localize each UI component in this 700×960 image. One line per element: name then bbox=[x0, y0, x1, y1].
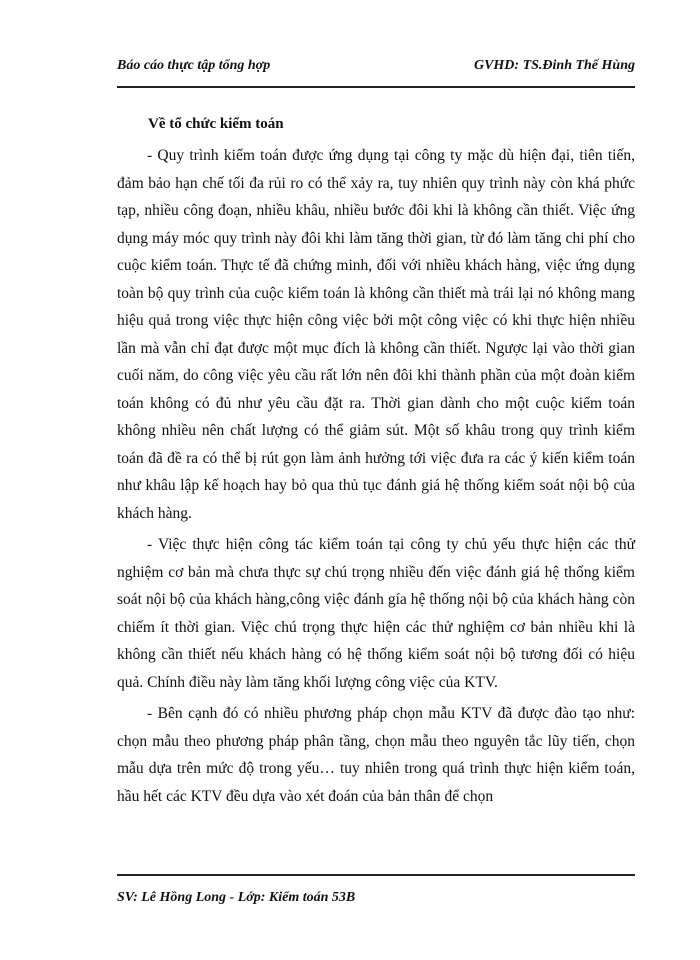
footer-divider bbox=[117, 874, 635, 876]
paragraph: - Việc thực hiện công tác kiểm toán tại công ty chủ yếu thực hiện các thử nghiệm cơ bản mà chưa thực sự chú trọng nhiều đến việc đánh giá hệ thống kiểm soát nội bộ của khách hàng,công việc đánh gía hệ thống nội bộ của khách hàng còn chiếm ít thời gian. Việc chú trọng thực hiện các thử nghiệm cơ bản nhiều khi là không cần thiết nếu khách hàng có hệ thống kiểm soát nội bộ tương đối có hiệu quả. Chính điều này làm tăng khối lượng công việc của KTV. bbox=[117, 536, 635, 691]
report-title: Báo cáo thực tập tổng hợp bbox=[117, 58, 271, 73]
paragraph: - Quy trình kiểm toán được ứng dụng tại công ty mặc dù hiện đại, tiên tiến, đảm bảo hạn chế tối đa rủi ro có thể xảy ra, tuy nhiên quy trình này còn khá phức tạp, nhiều công đoạn, nhiều khâu, nhiều bước đôi khi là không cần thiết. Việc ứng dụng máy móc quy trình này đôi khi làm tăng thời gian, từ đó làm tăng chi phí cho cuộc kiểm toán. Thực tế đã chứng minh, đối với nhiều khách hàng, việc ứng dụng toàn bộ quy trình của cuộc kiểm toán là không cần thiết mà trái lại nó không mang hiệu quả trong việc thực hiện công việc bởi một công việc có khi thực hiện nhiều lần mà vẫn chỉ đạt được một mục đích là không cần thiết. Ngược lại vào thời gian cuối năm, do công việc yêu cầu rất lớn nên đôi khi thành phần của một đoàn kiểm toán không có đủ như yêu cầu đặt ra. Thời gian dành cho một cuộc kiểm toán không nhiều nên chất lượng có thể giảm sút. Một số khâu trong quy trình kiểm toán đã đề ra có thể bị rút gọn làm ảnh hưởng tới việc đưa ra các ý kiến kiểm toán như khâu lập kế hoạch hay bỏ qua thủ tục đánh giá hệ thống kiểm soát nội bộ của khách hàng. bbox=[117, 147, 635, 522]
paragraph: - Bên cạnh đó có nhiều phương pháp chọn mẫu KTV đã được đào tạo như: chọn mẫu theo phương pháp phân tầng, chọn mẫu theo nguyên tắc lũy tiến, chọn mẫu dựa trên mức độ trong yếu… tuy nhiên trong quá trình thực hiện kiểm toán, hầu hết các KTV đều dựa vào xét đoán của bản thân để chọn bbox=[117, 705, 635, 805]
section-heading: Về tổ chức kiểm toán bbox=[148, 116, 284, 132]
advisor-name: GVHD: TS.Đinh Thế Hùng bbox=[473, 58, 635, 73]
page-footer: SV: Lê Hồng Long - Lớp: Kiểm toán 53B bbox=[117, 890, 356, 905]
page-header bbox=[117, 58, 635, 80]
body-text bbox=[117, 142, 635, 814]
header-divider bbox=[117, 86, 635, 88]
